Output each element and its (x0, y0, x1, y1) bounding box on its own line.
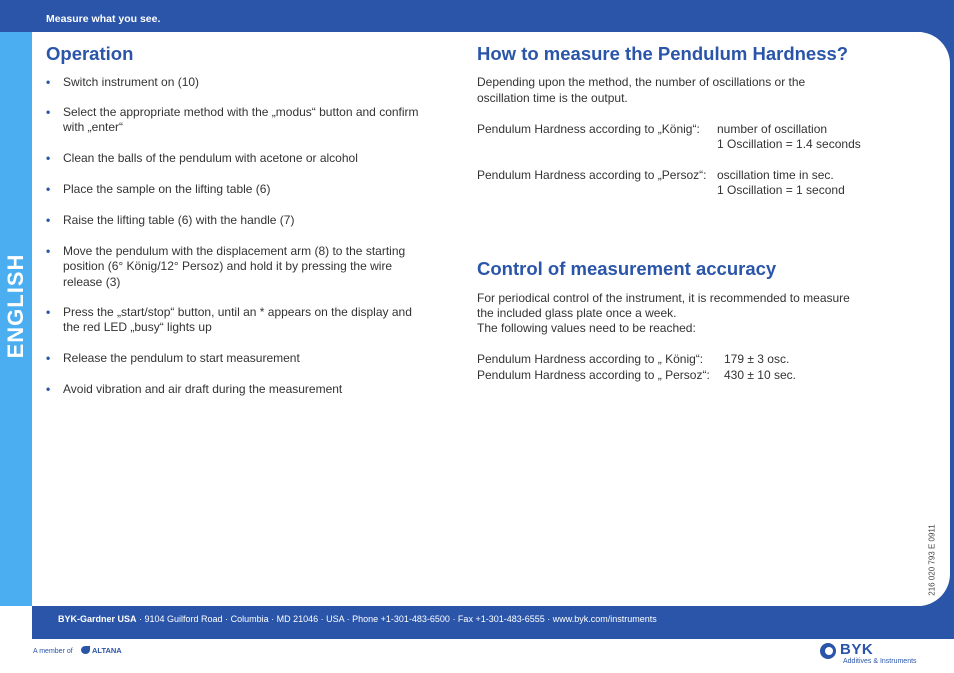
list-item (46, 151, 431, 166)
header-tagline: Measure what you see. (46, 13, 161, 25)
konig-value-2: 1 Oscillation = 1.4 seconds (717, 137, 861, 151)
member-of-label: A member of (33, 648, 73, 655)
footer-address (58, 614, 657, 624)
bullet-icon: • (46, 105, 51, 119)
list-item (46, 382, 431, 397)
list-item (46, 244, 431, 290)
bullet-icon: • (46, 351, 51, 365)
step-text: Press the „start/stop“ button, until an * appears on the display and the red LED „busy“ lights up (63, 305, 412, 335)
list-item (46, 213, 431, 228)
step-text: Raise the lifting table (6) with the handle (7) (63, 213, 295, 227)
how-to-measure-title: How to measure the Pendulum Hardness? (477, 43, 849, 64)
how-intro-line2: oscillation time is the output. (477, 91, 628, 105)
list-item (46, 75, 431, 90)
altana-text: ALTANA (92, 646, 122, 655)
bullet-icon: • (46, 382, 51, 396)
control-line2: the included glass plate once a week. (477, 306, 677, 320)
list-item (46, 351, 431, 366)
bullet-icon: • (46, 213, 51, 227)
control-line3: The following values need to be reached: (477, 321, 696, 335)
list-item (46, 105, 431, 136)
footer-company: BYK-Gardner USA (58, 614, 137, 624)
step-text: Avoid vibration and air draft during the measurement (63, 382, 343, 396)
step-text: Switch instrument on (10) (63, 75, 200, 89)
control-line1: For periodical control of the instrument, it is recommended to measure (477, 291, 850, 305)
step-text: Select the appropriate method with the „modus“ button and confirm with „enter“ (63, 105, 419, 135)
document-number: 216 020 793 E 0911 (927, 524, 937, 596)
persoz-value-1: oscillation time in sec. (717, 168, 834, 182)
konig-value-1: number of oscillation (717, 122, 828, 136)
language-label: ENGLISH (3, 253, 28, 359)
step-text: Move the pendulum with the displacement arm (8) to the starting position (6° König/12° Persoz) and hold it by pressing the wire release (3) (63, 244, 406, 289)
step-text: Release the pendulum to start measurement (63, 351, 300, 365)
list-item (46, 182, 431, 197)
altana-logo (81, 646, 122, 655)
how-intro-line1: Depending upon the method, the number of oscillations or the (477, 75, 806, 89)
footer-address-text: · 9104 Guilford Road · Columbia · MD 21046 · USA · Phone +1-301-483-6500 · Fax +1-301-483-6555 · www.byk.com/instruments (136, 614, 657, 624)
control-persoz-value: 430 ± 10 sec. (724, 368, 796, 382)
bullet-icon: • (46, 244, 51, 258)
control-accuracy-title: Control of measurement accuracy (477, 258, 777, 279)
bullet-icon: • (46, 151, 51, 165)
step-text: Place the sample on the lifting table (6) (63, 182, 271, 196)
list-item (46, 305, 431, 336)
control-persoz-label: Pendulum Hardness according to „ Persoz“: (477, 368, 710, 382)
altana-icon (81, 646, 90, 654)
bullet-icon: • (46, 75, 51, 89)
byk-brand: BYK (840, 641, 874, 658)
bullet-icon: • (46, 305, 51, 319)
control-konig-label: Pendulum Hardness according to „ König“: (477, 352, 704, 366)
konig-label: Pendulum Hardness according to „König“: (477, 122, 700, 136)
byk-icon (820, 643, 836, 659)
persoz-value-2: 1 Oscillation = 1 second (717, 183, 845, 197)
byk-subtitle: Additives & Instruments (843, 658, 917, 665)
step-text: Clean the balls of the pendulum with acetone or alcohol (63, 151, 358, 165)
persoz-label: Pendulum Hardness according to „Persoz“: (477, 168, 707, 182)
operation-title: Operation (46, 43, 134, 64)
bullet-icon: • (46, 182, 51, 196)
control-konig-value: 179 ± 3 osc. (724, 352, 790, 366)
